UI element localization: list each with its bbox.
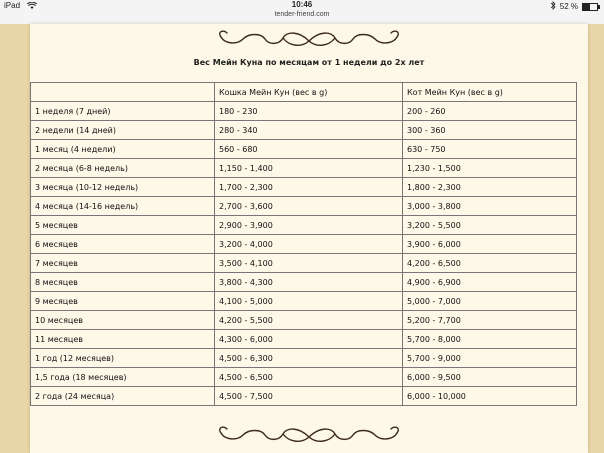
period-cell: 9 месяцев bbox=[31, 292, 215, 311]
table-row bbox=[31, 235, 577, 254]
period-cell: 5 месяцев bbox=[31, 216, 215, 235]
female-weight-cell: 2,700 - 3,600 bbox=[215, 197, 403, 216]
header-period bbox=[31, 83, 215, 102]
male-weight-cell: 6,000 - 9,500 bbox=[403, 368, 577, 387]
female-weight-cell: 4,200 - 5,500 bbox=[215, 311, 403, 330]
table-row bbox=[31, 216, 577, 235]
ornament-bottom-icon bbox=[30, 422, 588, 450]
male-weight-cell: 200 - 260 bbox=[403, 102, 577, 121]
female-weight-cell: 4,100 - 5,000 bbox=[215, 292, 403, 311]
male-weight-cell: 3,200 - 5,500 bbox=[403, 216, 577, 235]
female-weight-cell: 1,150 - 1,400 bbox=[215, 159, 403, 178]
battery-status bbox=[550, 1, 598, 12]
table-row bbox=[31, 197, 577, 216]
male-weight-cell: 5,000 - 7,000 bbox=[403, 292, 577, 311]
table-row bbox=[31, 311, 577, 330]
period-cell: 2 недели (14 дней) bbox=[31, 121, 215, 140]
female-weight-cell: 3,500 - 4,100 bbox=[215, 254, 403, 273]
ios-status-bar bbox=[0, 0, 604, 24]
table-header-row bbox=[31, 83, 577, 102]
battery-fill bbox=[583, 4, 590, 10]
ornament-top-icon bbox=[30, 26, 588, 54]
period-cell: 1 год (12 месяцев) bbox=[31, 349, 215, 368]
content-page bbox=[30, 24, 588, 453]
male-weight-cell: 4,900 - 6,900 bbox=[403, 273, 577, 292]
male-weight-cell: 3,000 - 3,800 bbox=[403, 197, 577, 216]
period-cell: 4 месяца (14-16 недель) bbox=[31, 197, 215, 216]
female-weight-cell: 2,900 - 3,900 bbox=[215, 216, 403, 235]
battery-percent: 52 % bbox=[559, 2, 578, 11]
table-row bbox=[31, 159, 577, 178]
header-male: Кот Мейн Кун (вес в g) bbox=[403, 83, 577, 102]
female-weight-cell: 4,500 - 6,500 bbox=[215, 368, 403, 387]
table-row bbox=[31, 254, 577, 273]
address-block[interactable] bbox=[0, 0, 604, 19]
table-row bbox=[31, 387, 577, 406]
male-weight-cell: 5,700 - 8,000 bbox=[403, 330, 577, 349]
female-weight-cell: 560 - 680 bbox=[215, 140, 403, 159]
period-cell: 6 месяцев bbox=[31, 235, 215, 254]
period-cell: 1 неделя (7 дней) bbox=[31, 102, 215, 121]
period-cell: 11 месяцев bbox=[31, 330, 215, 349]
table-row bbox=[31, 368, 577, 387]
url-label[interactable]: tender-friend.com bbox=[274, 11, 330, 18]
male-weight-cell: 5,700 - 9,000 bbox=[403, 349, 577, 368]
period-cell: 1 месяц (4 недели) bbox=[31, 140, 215, 159]
table-body bbox=[31, 102, 577, 406]
male-weight-cell: 300 - 360 bbox=[403, 121, 577, 140]
table-row bbox=[31, 121, 577, 140]
period-cell: 10 месяцев bbox=[31, 311, 215, 330]
clock: 10:46 bbox=[291, 0, 313, 9]
table-row bbox=[31, 178, 577, 197]
table-row bbox=[31, 102, 577, 121]
period-cell: 8 месяцев bbox=[31, 273, 215, 292]
female-weight-cell: 280 - 340 bbox=[215, 121, 403, 140]
period-cell: 1,5 года (18 месяцев) bbox=[31, 368, 215, 387]
period-cell: 7 месяцев bbox=[31, 254, 215, 273]
female-weight-cell: 4,300 - 6,000 bbox=[215, 330, 403, 349]
weight-table bbox=[30, 82, 577, 406]
female-weight-cell: 4,500 - 7,500 bbox=[215, 387, 403, 406]
table-row bbox=[31, 292, 577, 311]
header-female: Кошка Мейн Кун (вес в g) bbox=[215, 83, 403, 102]
bluetooth-icon bbox=[550, 1, 556, 12]
device-label: iPad bbox=[4, 1, 21, 10]
table-row bbox=[31, 140, 577, 159]
table-row bbox=[31, 330, 577, 349]
female-weight-cell: 180 - 230 bbox=[215, 102, 403, 121]
table-row bbox=[31, 273, 577, 292]
period-cell: 3 месяца (10-12 недель) bbox=[31, 178, 215, 197]
period-cell: 2 года (24 месяца) bbox=[31, 387, 215, 406]
male-weight-cell: 1,230 - 1,500 bbox=[403, 159, 577, 178]
female-weight-cell: 3,200 - 4,000 bbox=[215, 235, 403, 254]
female-weight-cell: 4,500 - 6,300 bbox=[215, 349, 403, 368]
female-weight-cell: 1,700 - 2,300 bbox=[215, 178, 403, 197]
female-weight-cell: 3,800 - 4,300 bbox=[215, 273, 403, 292]
period-cell: 2 месяца (6-8 недель) bbox=[31, 159, 215, 178]
battery-icon bbox=[582, 3, 598, 11]
male-weight-cell: 1,800 - 2,300 bbox=[403, 178, 577, 197]
male-weight-cell: 5,200 - 7,700 bbox=[403, 311, 577, 330]
male-weight-cell: 6,000 - 10,000 bbox=[403, 387, 577, 406]
male-weight-cell: 3,900 - 6,000 bbox=[403, 235, 577, 254]
male-weight-cell: 4,200 - 6,500 bbox=[403, 254, 577, 273]
table-title: Вес Мейн Куна по месяцам от 1 недели до 2х лет bbox=[193, 58, 425, 67]
table-row bbox=[31, 349, 577, 368]
male-weight-cell: 630 - 750 bbox=[403, 140, 577, 159]
